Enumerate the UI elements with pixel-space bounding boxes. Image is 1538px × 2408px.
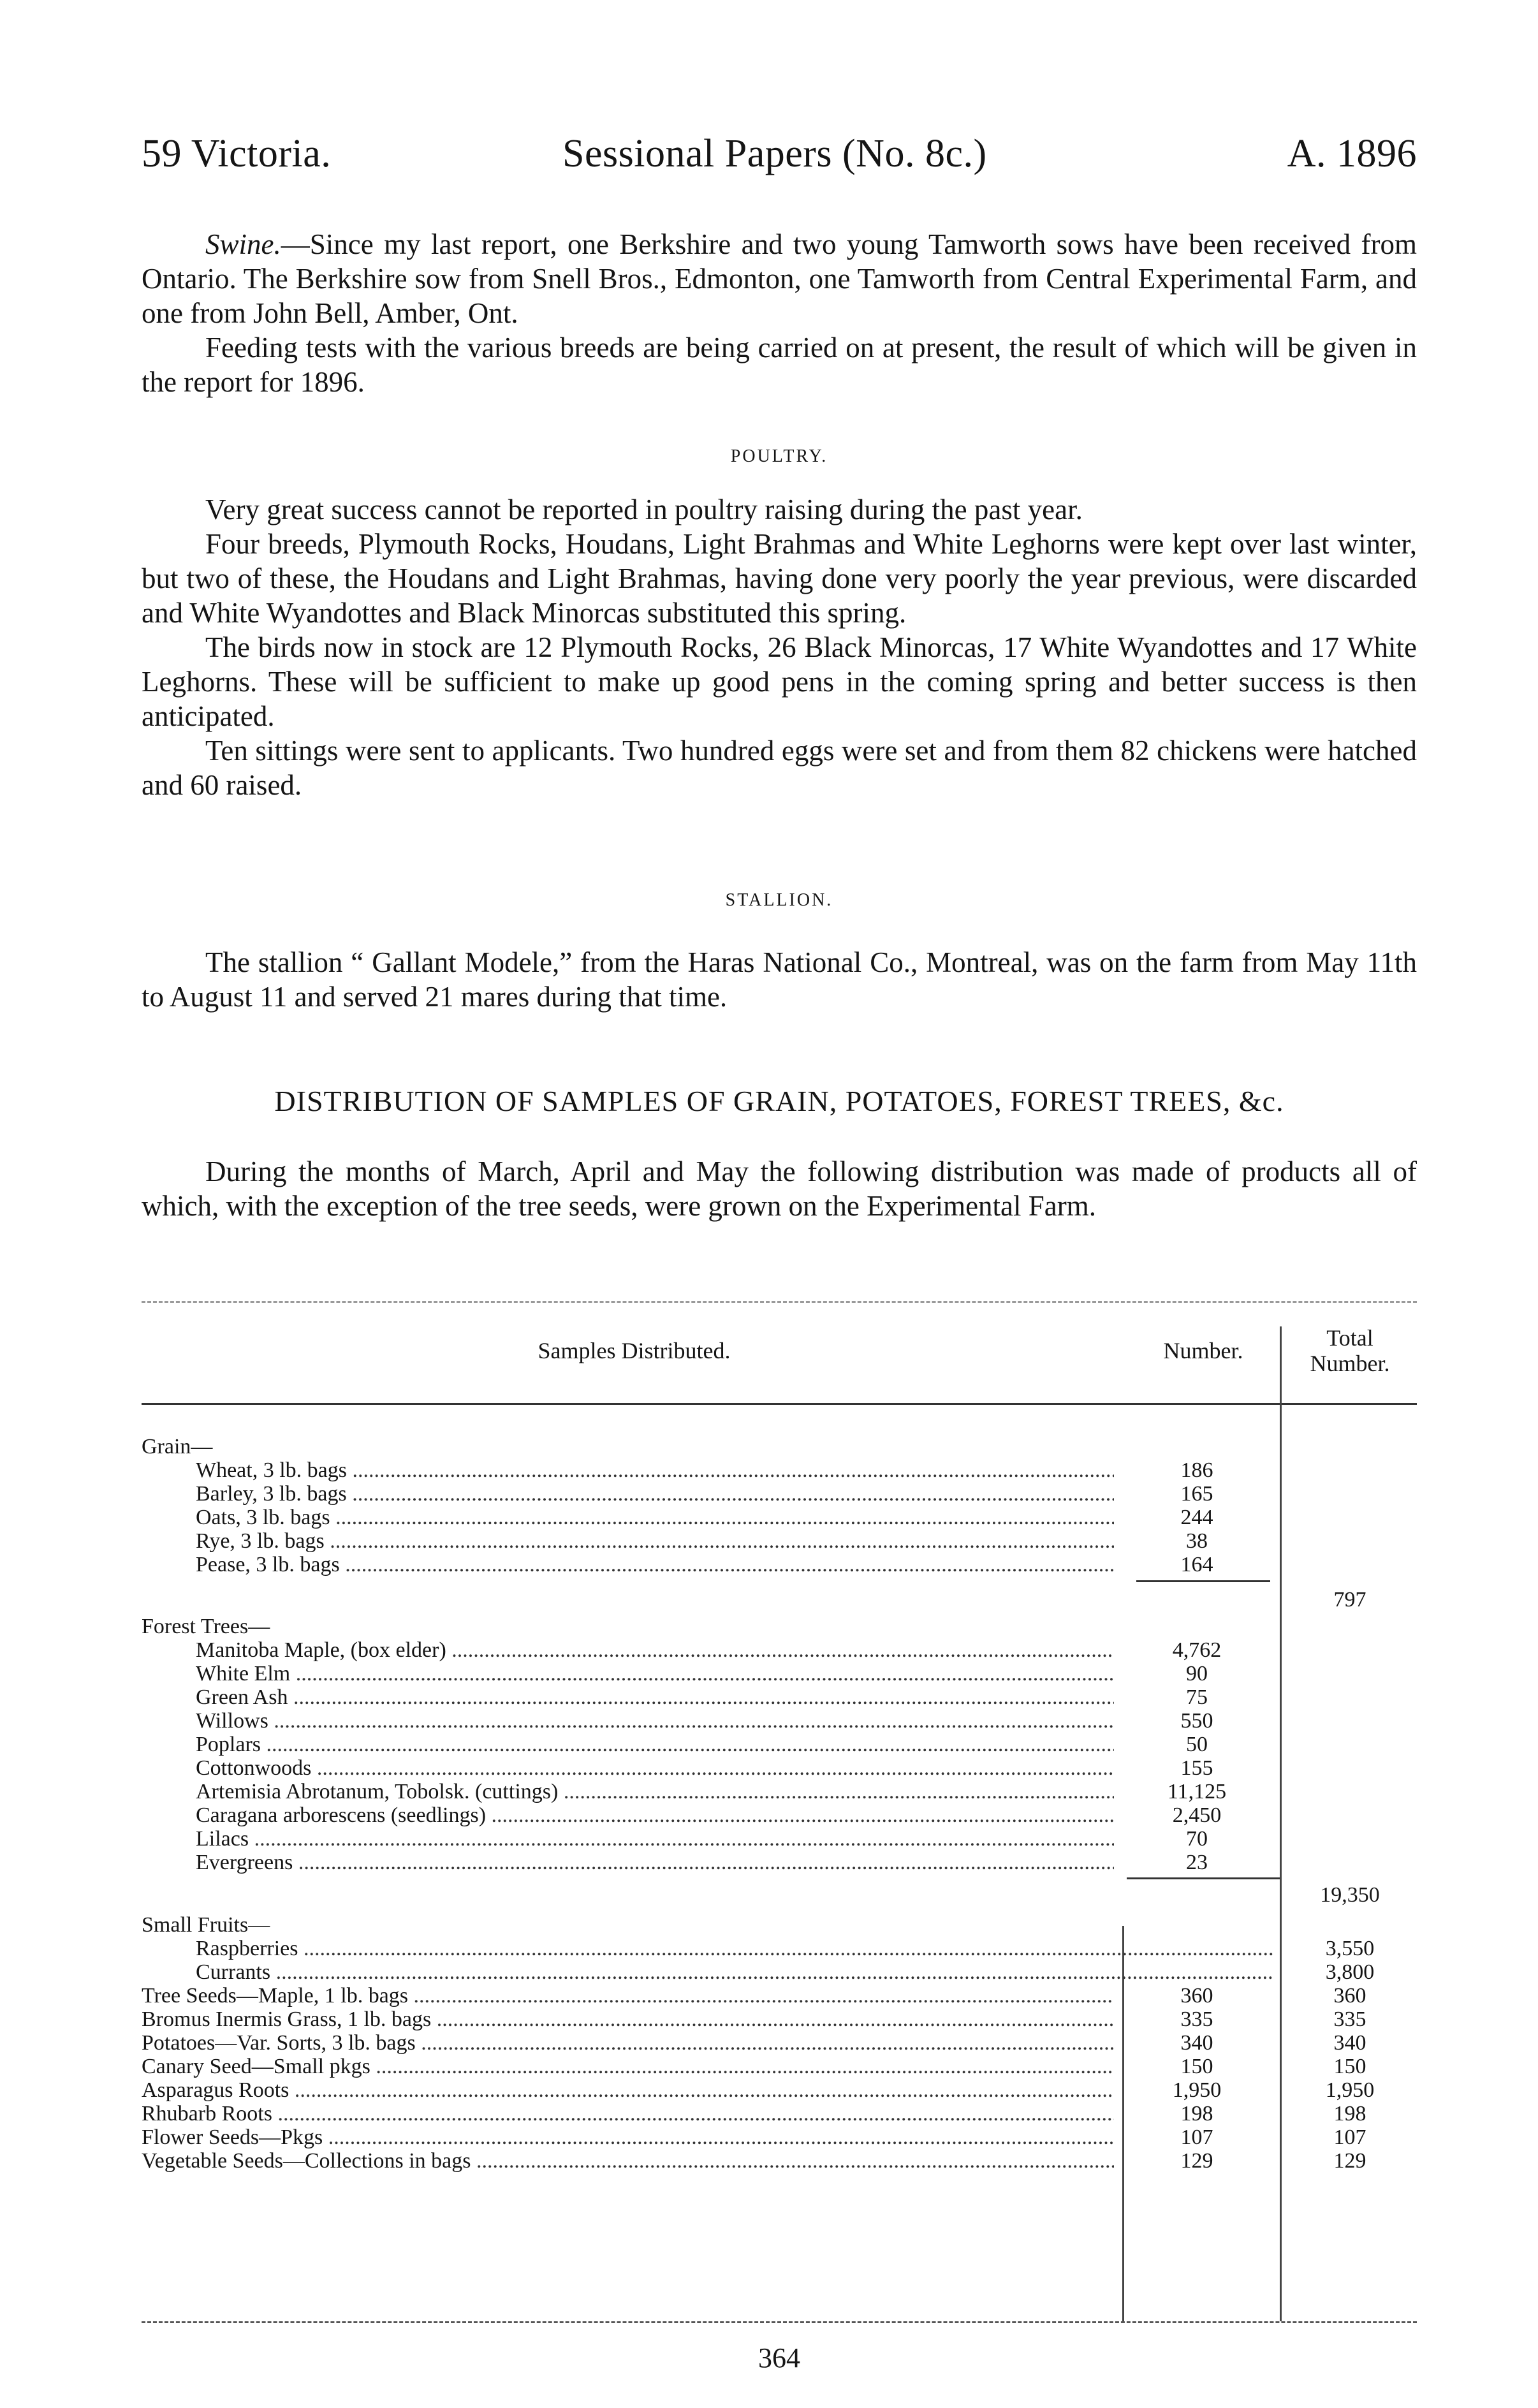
table-row bbox=[142, 1458, 1417, 1482]
table-row bbox=[142, 1553, 1417, 1576]
row-total: 335 bbox=[1333, 2008, 1366, 2031]
poultry-paragraph-3: The birds now in stock are 12 Plymouth Rocks, 26 Black Minorcas, 17 White Wyandottes and 17 White Leghorns. These will be sufficient to make up good pens in the coming spring and better success is then anticipated. bbox=[142, 631, 1417, 732]
row-item: Artemisia Abrotanum, Tobolsk. (cuttings) ..... bbox=[196, 1780, 1114, 1803]
swine-text: —Since my last report, one Berkshire and two young Tamworth sows have been received from Ontario. The Berkshire sow from Snell Bros., Edmonton, one Tamworth from Central Experimental Farm, and one from John Bell, Amber, Ont. bbox=[142, 228, 1417, 329]
table-row bbox=[142, 1529, 1417, 1553]
running-head bbox=[142, 131, 1417, 182]
row-item: Willows ..... bbox=[196, 1709, 1114, 1733]
table-top-rule bbox=[142, 1301, 1417, 1303]
swine-paragraph-1 bbox=[142, 227, 1417, 330]
row-number: 165 bbox=[1180, 1482, 1213, 1506]
swine-lead: Swine. bbox=[205, 228, 281, 260]
table-row bbox=[142, 1482, 1417, 1506]
row-item: Currants ..... bbox=[196, 1960, 1273, 1984]
row-total: 1,950 bbox=[1325, 2078, 1375, 2102]
row-item: Raspberries ..... bbox=[196, 1937, 1273, 1960]
row-total: 150 bbox=[1333, 2055, 1366, 2078]
distribution-heading: DISTRIBUTION OF SAMPLES OF GRAIN, POTATOES, FOREST TREES, &c. bbox=[274, 1085, 1284, 1117]
row-number: 129 bbox=[1180, 2149, 1213, 2173]
category-forest-trees: Forest Trees— bbox=[142, 1615, 270, 1638]
table-row bbox=[142, 1662, 1417, 1685]
row-number: 107 bbox=[1180, 2125, 1213, 2149]
row-number: 198 bbox=[1180, 2102, 1213, 2125]
row-number: 70 bbox=[1186, 1827, 1208, 1851]
row-item: Rye, 3 lb. bags ..... bbox=[196, 1529, 1114, 1553]
forest-sum-rule bbox=[1127, 1877, 1280, 1879]
category-grain: Grain— bbox=[142, 1435, 213, 1458]
table-row bbox=[142, 1638, 1417, 1662]
row-number: 23 bbox=[1186, 1851, 1208, 1874]
table-row bbox=[142, 1960, 1417, 1984]
row-item: Cottonwoods ..... bbox=[196, 1756, 1114, 1780]
row-total: 3,800 bbox=[1325, 1960, 1375, 1984]
column-header-number: Number. bbox=[1163, 1338, 1243, 1363]
forest-total: 19,350 bbox=[1320, 1883, 1380, 1907]
row-item: Canary Seed—Small pkgs ..... bbox=[142, 2055, 1114, 2078]
row-item: Poplars ..... bbox=[196, 1733, 1114, 1756]
poultry-section bbox=[142, 492, 1417, 802]
row-total: 340 bbox=[1333, 2031, 1366, 2055]
row-number: 550 bbox=[1180, 1709, 1213, 1733]
row-number: 244 bbox=[1180, 1506, 1213, 1529]
page-number: 364 bbox=[758, 2342, 800, 2374]
row-item: Flower Seeds—Pkgs ..... bbox=[142, 2125, 1114, 2149]
grain-total: 797 bbox=[1333, 1588, 1366, 1611]
row-item: Asparagus Roots ..... bbox=[142, 2078, 1114, 2102]
column-header-total bbox=[1283, 1325, 1417, 1376]
row-item: Pease, 3 lb. bags ..... bbox=[196, 1553, 1114, 1576]
swine-section bbox=[142, 227, 1417, 399]
row-item: Wheat, 3 lb. bags ..... bbox=[196, 1458, 1114, 1482]
row-number: 50 bbox=[1186, 1733, 1208, 1756]
row-item: Manitoba Maple, (box elder) ..... bbox=[196, 1638, 1114, 1662]
row-number: 2,450 bbox=[1172, 1803, 1222, 1827]
grain-sum-rule bbox=[1136, 1580, 1270, 1582]
row-number: 186 bbox=[1180, 1458, 1213, 1482]
row-number: 1,950 bbox=[1172, 2078, 1222, 2102]
row-number: 75 bbox=[1186, 1685, 1208, 1709]
poultry-paragraph-1: Very great success cannot be reported in poultry raising during the past year. bbox=[205, 494, 1083, 525]
table-row bbox=[142, 2125, 1417, 2149]
category-small-fruits: Small Fruits— bbox=[142, 1913, 270, 1937]
row-number: 38 bbox=[1186, 1529, 1208, 1553]
header-year: A. 1896 bbox=[1287, 132, 1417, 175]
column-header-total-line-1: Total bbox=[1326, 1325, 1373, 1351]
header-volume: 59 Victoria. bbox=[142, 132, 332, 175]
row-item: Vegetable Seeds—Collections in bags ..... bbox=[142, 2149, 1114, 2173]
row-item: Caragana arborescens (seedlings) ..... bbox=[196, 1803, 1114, 1827]
table-row bbox=[142, 2055, 1417, 2078]
row-number: 360 bbox=[1180, 1984, 1213, 2008]
row-item: Potatoes—Var. Sorts, 3 lb. bags ..... bbox=[142, 2031, 1114, 2055]
column-header-samples: Samples Distributed. bbox=[538, 1338, 731, 1363]
row-item: White Elm ..... bbox=[196, 1662, 1114, 1685]
table-row bbox=[142, 2149, 1417, 2173]
distribution-paragraph: During the months of March, April and May the following distribution was made of products all of which, with the exception of the tree seeds, were grown on the Experimental Farm. bbox=[142, 1156, 1417, 1222]
row-total: 360 bbox=[1333, 1984, 1366, 2008]
table-bottom-rule bbox=[142, 2321, 1417, 2323]
column-header-total-line-2: Number. bbox=[1310, 1351, 1390, 1376]
row-number: 340 bbox=[1180, 2031, 1213, 2055]
row-item: Evergreens ..... bbox=[196, 1851, 1114, 1874]
table-row bbox=[142, 1709, 1417, 1733]
row-item: Green Ash ..... bbox=[196, 1685, 1114, 1709]
row-total: 107 bbox=[1333, 2125, 1366, 2149]
row-total: 198 bbox=[1333, 2102, 1366, 2125]
header-title: Sessional Papers (No. 8c.) bbox=[562, 132, 987, 175]
stallion-paragraph: The stallion “ Gallant Modele,” from the Haras National Co., Montreal, was on the farm from May 11th to August 11 and served 21 mares during that time. bbox=[142, 946, 1417, 1013]
poultry-heading: POULTRY. bbox=[730, 446, 828, 466]
table-row bbox=[142, 1733, 1417, 1756]
row-number: 150 bbox=[1180, 2055, 1213, 2078]
row-number: 90 bbox=[1186, 1662, 1208, 1685]
row-number: 164 bbox=[1180, 1553, 1213, 1576]
row-number: 11,125 bbox=[1167, 1780, 1227, 1803]
table-header-rule bbox=[142, 1403, 1417, 1405]
row-total: 129 bbox=[1333, 2149, 1366, 2173]
row-total: 3,550 bbox=[1325, 1937, 1375, 1960]
poultry-paragraph-4: Ten sittings were sent to applicants. Two hundred eggs were set and from them 82 chickens were hatched and 60 raised. bbox=[142, 735, 1417, 801]
table-row bbox=[142, 2078, 1417, 2102]
row-item: Bromus Inermis Grass, 1 lb. bags ..... bbox=[142, 2008, 1114, 2031]
stallion-section bbox=[142, 945, 1417, 1014]
row-item: Rhubarb Roots ..... bbox=[142, 2102, 1114, 2125]
table-row bbox=[142, 2102, 1417, 2125]
row-item: Tree Seeds—Maple, 1 lb. bags ..... bbox=[142, 1984, 1114, 2008]
row-number: 335 bbox=[1180, 2008, 1213, 2031]
table-row bbox=[142, 1780, 1417, 1803]
row-number: 155 bbox=[1180, 1756, 1213, 1780]
poultry-paragraph-2: Four breeds, Plymouth Rocks, Houdans, Light Brahmas and White Leghorns were kept over last winter, but two of these, the Houdans and Light Brahmas, having done very poorly the year previous, were discarded and White Wyandottes and Black Minorcas substituted this spring. bbox=[142, 528, 1417, 629]
table-row bbox=[142, 1803, 1417, 1827]
stallion-heading: STALLION. bbox=[725, 890, 833, 910]
table-row bbox=[142, 1984, 1417, 2008]
table-row bbox=[142, 1851, 1417, 1874]
table-row bbox=[142, 1685, 1417, 1709]
table-row bbox=[142, 2008, 1417, 2031]
row-number: 4,762 bbox=[1172, 1638, 1222, 1662]
row-item: Lilacs ..... bbox=[196, 1827, 1114, 1851]
table-row bbox=[142, 1756, 1417, 1780]
table-row bbox=[142, 1506, 1417, 1529]
distribution-table bbox=[142, 1301, 1417, 2344]
table-row bbox=[142, 1937, 1417, 1960]
row-item: Barley, 3 lb. bags ..... bbox=[196, 1482, 1114, 1506]
table-row bbox=[142, 1827, 1417, 1851]
distribution-section bbox=[142, 1154, 1417, 1223]
swine-paragraph-2: Feeding tests with the various breeds are being carried on at present, the result of which will be given in the report for 1896. bbox=[142, 332, 1417, 398]
table-row bbox=[142, 2031, 1417, 2055]
row-item: Oats, 3 lb. bags ..... bbox=[196, 1506, 1114, 1529]
